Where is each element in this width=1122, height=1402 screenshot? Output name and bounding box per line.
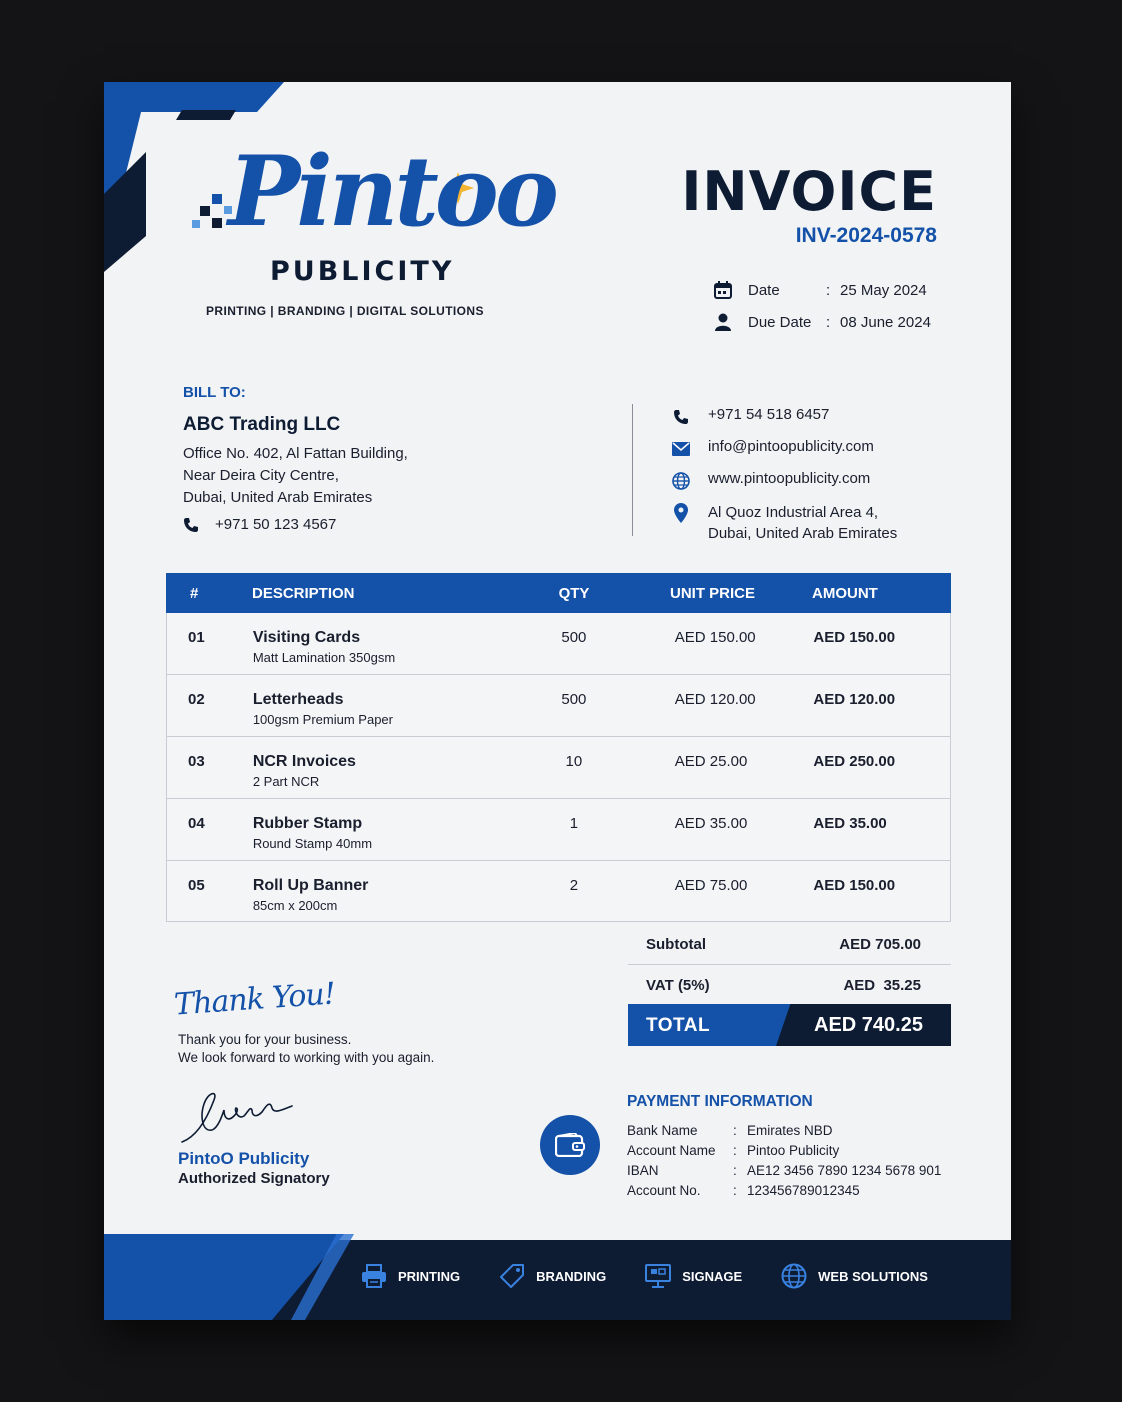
due-date-value: 08 June 2024 <box>840 313 931 331</box>
table-row: 01 Visiting Cards Matt Lamination 350gsm 500 AED 150.00 AED 150.00 <box>167 613 950 675</box>
signatory-role: Authorized Signatory <box>178 1170 330 1187</box>
contact-email: info@pintoopublicity.com <box>670 438 897 460</box>
invoice-title: INVOICE <box>681 160 937 223</box>
total-label: TOTAL <box>646 1015 711 1036</box>
phone-icon <box>670 406 692 428</box>
invoice-table <box>166 573 951 922</box>
globe-icon <box>780 1262 808 1290</box>
payment-row: Account Name : Pintoo Publicity <box>627 1142 840 1158</box>
header-qty: QTY <box>558 584 590 602</box>
invoice-number: INV-2024-0578 <box>795 224 937 247</box>
logo-tagline: PRINTING | BRANDING | DIGITAL SOLUTIONS <box>206 304 484 318</box>
signatory-name: PintoO Publicity <box>178 1149 310 1168</box>
table-header <box>166 573 951 613</box>
total-value: AED 740.25 <box>814 1014 923 1036</box>
date-row: Date : 25 May 2024 <box>712 274 931 306</box>
vat-row <box>628 965 951 1005</box>
logo-word: Pintoo <box>228 135 555 248</box>
table-body <box>166 613 951 922</box>
vat-label: VAT (5%) <box>646 976 710 994</box>
client-address: Office No. 402, Al Fattan Building, Near Deira City Centre, Dubai, United Arab Emirates <box>183 445 408 506</box>
contact-website: www.pintoopublicity.com <box>670 470 897 492</box>
header-unit-price: UNIT PRICE <box>670 584 756 602</box>
header-amount: AMOUNT <box>812 584 878 602</box>
invoice-dates <box>712 274 931 338</box>
wallet-icon <box>540 1115 600 1175</box>
payment-row: IBAN : AE12 3456 7890 1234 5678 901 <box>627 1162 942 1178</box>
globe-icon <box>670 470 692 492</box>
date-label: Date <box>748 281 780 299</box>
logo-subtitle: PUBLICITY <box>270 256 455 287</box>
services-list <box>360 1262 966 1290</box>
phone-icon <box>183 517 201 533</box>
totals-block <box>628 925 951 1005</box>
location-pin-icon <box>670 502 692 524</box>
subtotal-label: Subtotal <box>646 936 706 953</box>
payment-title: PAYMENT INFORMATION <box>627 1093 813 1110</box>
calendar-icon <box>712 279 734 301</box>
service-signage: SIGNAGE <box>644 1262 742 1290</box>
payment-row: Bank Name : Emirates NBD <box>627 1122 833 1138</box>
signature-icon <box>178 1086 308 1146</box>
service-web-solutions: WEB SOLUTIONS <box>780 1262 928 1290</box>
tag-icon <box>498 1262 526 1290</box>
client-name: ABC Trading LLC <box>183 414 341 435</box>
contact-address: Al Quoz Industrial Area 4, Dubai, United Arab Emirates <box>670 502 897 544</box>
payment-row: Account No. : 123456789012345 <box>627 1182 860 1198</box>
bill-to-label: BILL TO: <box>183 384 246 401</box>
table-row: 03 NCR Invoices 2 Part NCR 10 AED 25.00 AED 250.00 <box>167 737 950 799</box>
total-bar <box>628 1004 951 1046</box>
monitor-icon <box>644 1262 672 1290</box>
payment-details <box>627 1120 941 1200</box>
mail-icon <box>670 438 692 460</box>
printer-icon <box>360 1262 388 1290</box>
due-date-row: Due Date : 08 June 2024 <box>712 306 931 338</box>
subtotal-value: AED 705.00 <box>839 936 921 953</box>
header-no: # <box>190 584 199 602</box>
divider <box>632 404 633 536</box>
contact-phone: +971 54 518 6457 <box>670 406 897 428</box>
date-value: 25 May 2024 <box>840 281 927 299</box>
table-row: 05 Roll Up Banner 85cm x 200cm 2 AED 75.00 AED 150.00 <box>188 877 896 913</box>
thank-you-text: Thank you for your business. We look forward to working with you again. <box>178 1032 435 1065</box>
thank-you-script: Thank You! <box>172 976 336 1023</box>
invoice-paper <box>104 82 1011 1320</box>
service-branding: BRANDING <box>498 1262 606 1290</box>
vat-value: AED 35.25 <box>843 976 921 994</box>
due-date-label: Due Date <box>748 313 812 331</box>
service-printing: PRINTING <box>360 1262 460 1290</box>
company-logo <box>188 135 555 324</box>
client-phone: +971 50 123 4567 <box>183 516 336 533</box>
corner-decoration <box>176 110 236 120</box>
header-description: DESCRIPTION <box>252 584 355 602</box>
subtotal-row <box>628 925 951 965</box>
table-row: 02 Letterheads 100gsm Premium Paper 500 AED 120.00 AED 120.00 <box>167 675 950 737</box>
table-row: 04 Rubber Stamp Round Stamp 40mm 1 AED 35.00 AED 35.00 <box>167 799 950 861</box>
company-contact <box>670 406 897 554</box>
person-icon <box>712 311 734 333</box>
